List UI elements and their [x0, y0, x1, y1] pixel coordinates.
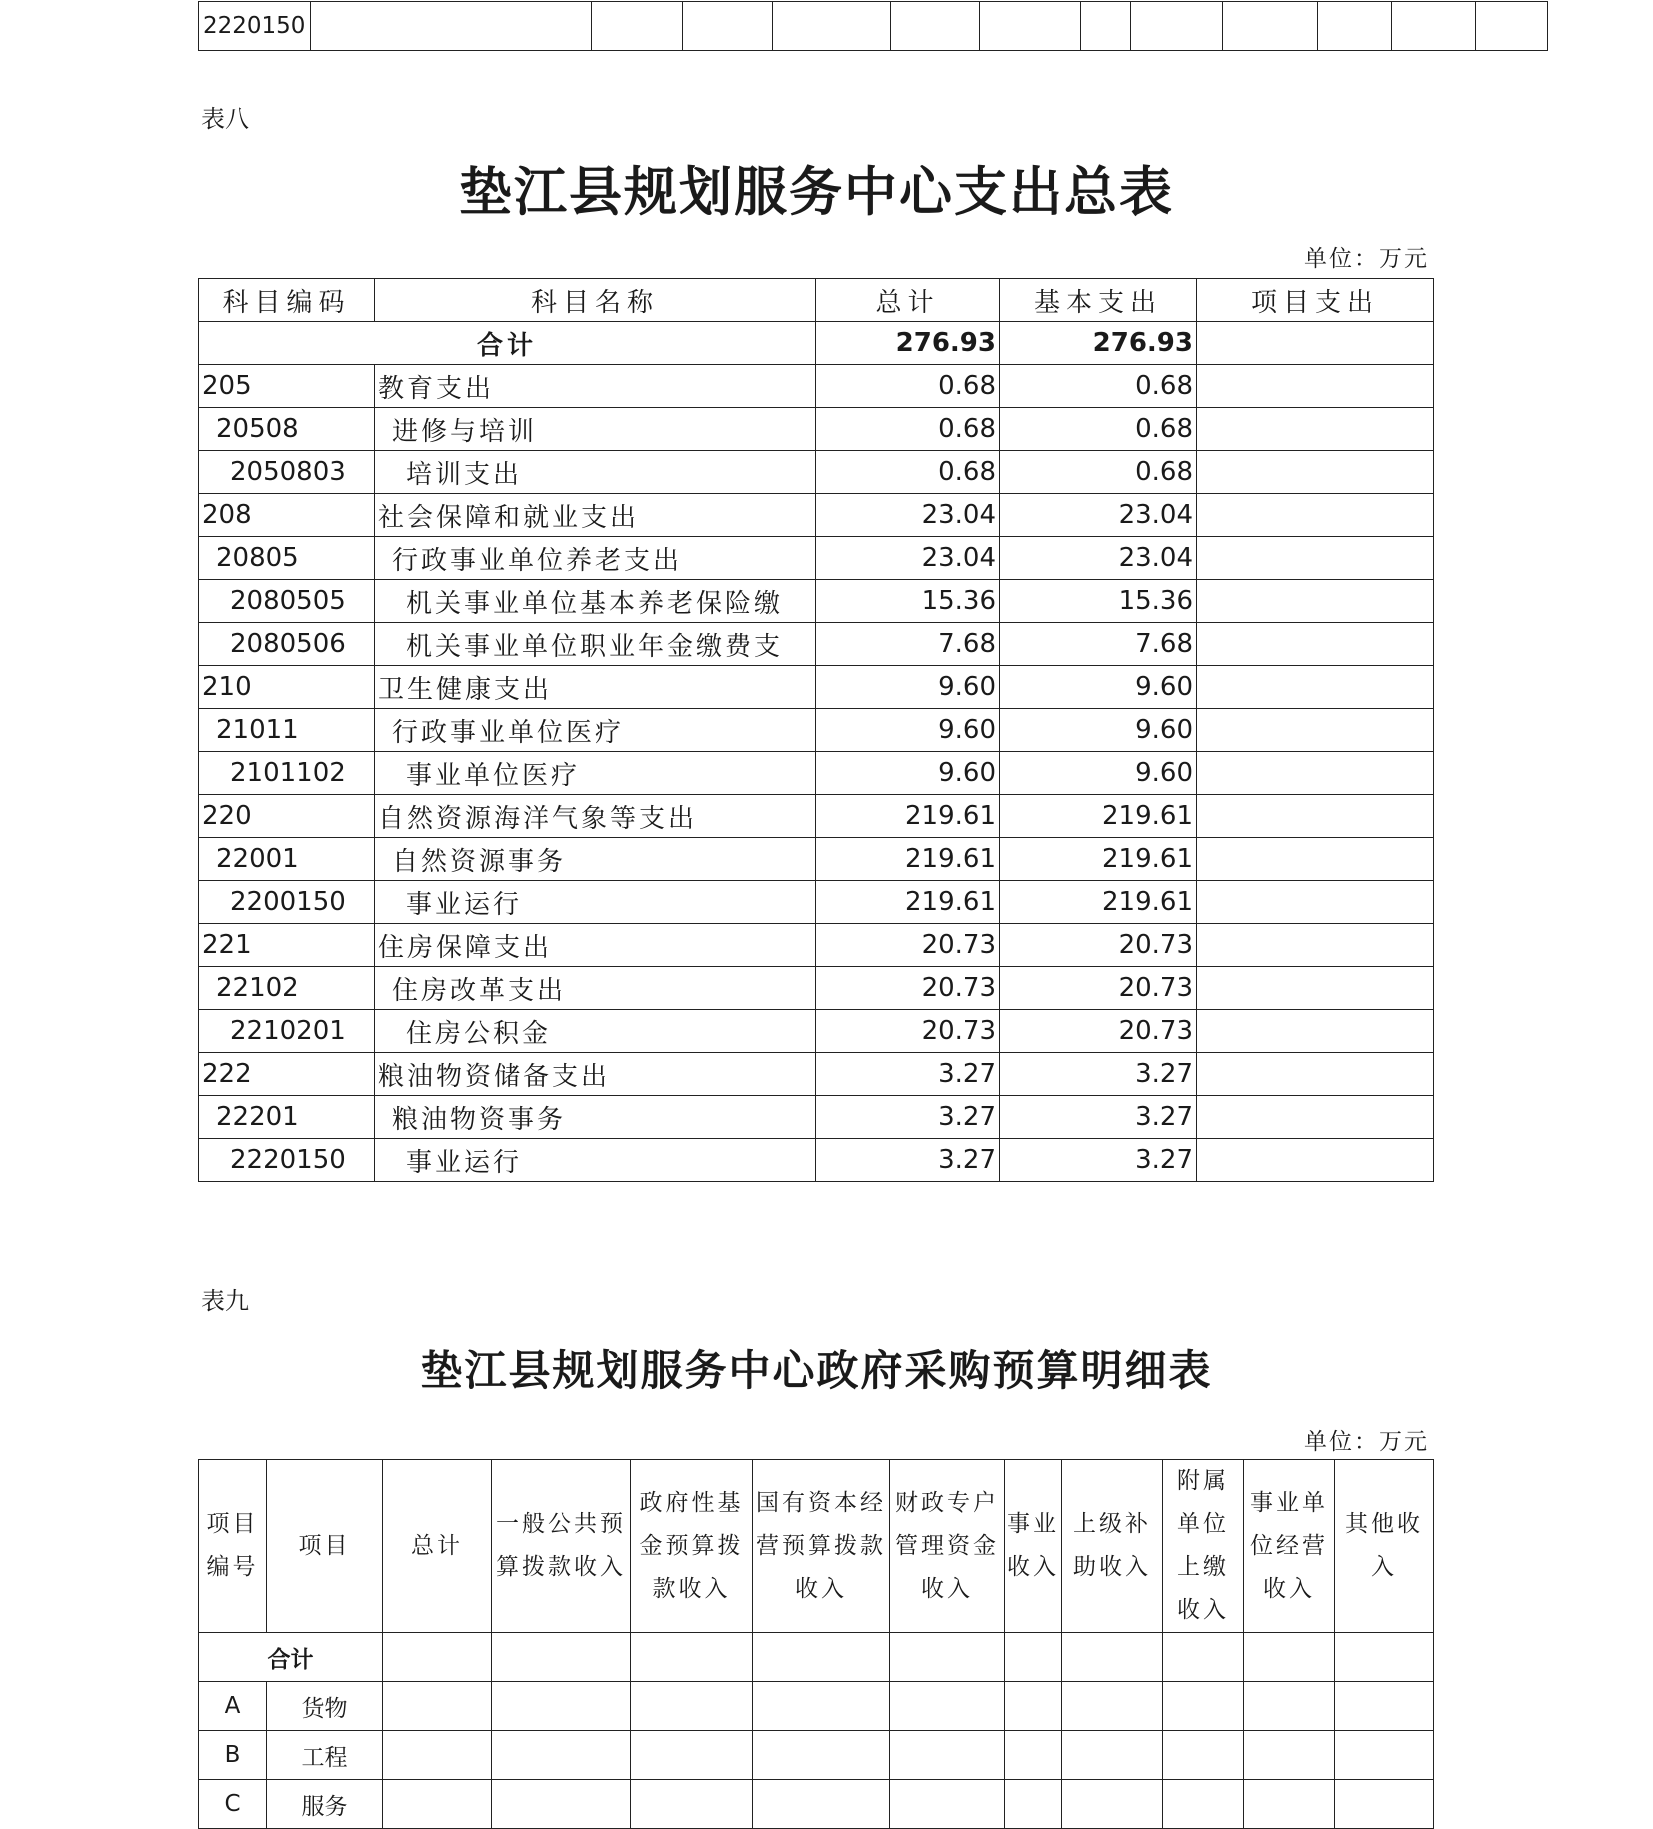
row-code: 2220150	[199, 1139, 375, 1182]
table-row	[199, 1010, 1434, 1053]
row-name: 进修与培训	[375, 408, 816, 451]
row-code: 221	[199, 924, 375, 967]
row-project	[1197, 1053, 1434, 1096]
row-cell	[1062, 1682, 1163, 1731]
row-basic: 0.68	[1000, 408, 1197, 451]
row-name: 粮油物资储备支出	[375, 1053, 816, 1096]
row-project	[1197, 1139, 1434, 1182]
row-project	[1197, 1096, 1434, 1139]
row-code: 2080505	[199, 580, 375, 623]
row-name: 自然资源事务	[375, 838, 816, 881]
row-code: 210	[199, 666, 375, 709]
table9-header-cell: 项目	[267, 1460, 383, 1633]
header-total: 总计	[816, 279, 1000, 322]
row-basic: 219.61	[1000, 881, 1197, 924]
row-code: 2050803	[199, 451, 375, 494]
row-basic: 219.61	[1000, 838, 1197, 881]
row-code: 20805	[199, 537, 375, 580]
table9-header-cell: 上级补助收入	[1062, 1460, 1163, 1633]
table-row	[199, 1780, 1434, 1829]
header-basic: 基本支出	[1000, 279, 1197, 322]
table-row	[199, 1053, 1434, 1096]
row-cell	[492, 1682, 631, 1731]
row-project	[1197, 408, 1434, 451]
table-row	[199, 795, 1434, 838]
table9-title: 垫江县规划服务中心政府采购预算明细表	[420, 1346, 1213, 1395]
row-cell	[753, 1682, 890, 1731]
row-total: 3.27	[816, 1096, 1000, 1139]
row-code: 2200150	[199, 881, 375, 924]
row-cell	[492, 1780, 631, 1829]
row-project	[1197, 838, 1434, 881]
row-name: 住房公积金	[375, 1010, 816, 1053]
row-total: 9.60	[816, 666, 1000, 709]
table8-title: 垫江县规划服务中心支出总表	[459, 161, 1174, 223]
row-cell	[383, 1780, 492, 1829]
previous-table-code: 2220150	[199, 2, 311, 51]
table9-total-label: 合计	[199, 1633, 383, 1682]
row-basic: 3.27	[1000, 1139, 1197, 1182]
previous-table-fragment	[198, 1, 1548, 51]
row-project	[1197, 494, 1434, 537]
table-row	[199, 666, 1434, 709]
expenditure-summary-table	[198, 278, 1434, 1182]
row-project	[1197, 623, 1434, 666]
row-basic: 20.73	[1000, 924, 1197, 967]
table-row	[199, 1139, 1434, 1182]
row-name: 卫生健康支出	[375, 666, 816, 709]
table9-header-cell: 其他收入	[1335, 1460, 1434, 1633]
row-code: 21011	[199, 709, 375, 752]
row-cell	[1005, 1731, 1062, 1780]
row-project	[1197, 1010, 1434, 1053]
table-row	[199, 1682, 1434, 1731]
row-name: 服务	[267, 1780, 383, 1829]
row-basic: 9.60	[1000, 752, 1197, 795]
table-row	[199, 709, 1434, 752]
row-total: 3.27	[816, 1053, 1000, 1096]
table-row	[199, 924, 1434, 967]
table9-total-row	[199, 1633, 1434, 1682]
table-row	[199, 838, 1434, 881]
row-cell	[1163, 1731, 1244, 1780]
row-name: 机关事业单位职业年金缴费支	[375, 623, 816, 666]
table8-unit: 单位：万元	[1304, 246, 1429, 272]
table8-total-row	[199, 322, 1434, 365]
row-cell	[1335, 1682, 1434, 1731]
row-name: 培训支出	[375, 451, 816, 494]
row-project	[1197, 451, 1434, 494]
row-project	[1197, 967, 1434, 1010]
row-total: 7.68	[816, 623, 1000, 666]
row-project	[1197, 537, 1434, 580]
row-cell	[1335, 1780, 1434, 1829]
row-basic: 20.73	[1000, 967, 1197, 1010]
row-code: 220	[199, 795, 375, 838]
row-project	[1197, 709, 1434, 752]
row-code: 208	[199, 494, 375, 537]
row-code: 20508	[199, 408, 375, 451]
table-row	[199, 408, 1434, 451]
row-code: B	[199, 1731, 267, 1780]
row-total: 15.36	[816, 580, 1000, 623]
row-cell	[1005, 1780, 1062, 1829]
row-total: 23.04	[816, 494, 1000, 537]
row-code: 22201	[199, 1096, 375, 1139]
row-total: 0.68	[816, 451, 1000, 494]
table9-header-row	[199, 1460, 1434, 1633]
row-project	[1197, 365, 1434, 408]
table9-unit: 单位：万元	[1304, 1429, 1429, 1455]
table9-header-cell: 一般公共预算拨款收入	[492, 1460, 631, 1633]
row-cell	[631, 1780, 753, 1829]
row-cell	[1062, 1731, 1163, 1780]
table-row	[199, 494, 1434, 537]
row-cell	[1244, 1682, 1335, 1731]
row-cell	[890, 1780, 1005, 1829]
row-total: 0.68	[816, 408, 1000, 451]
row-cell	[1005, 1682, 1062, 1731]
total-project	[1197, 322, 1434, 365]
total-basic: 276.93	[1000, 322, 1197, 365]
row-total: 23.04	[816, 537, 1000, 580]
row-basic: 15.36	[1000, 580, 1197, 623]
row-code: 2080506	[199, 623, 375, 666]
row-total: 9.60	[816, 752, 1000, 795]
table9-header-cell: 总计	[383, 1460, 492, 1633]
row-basic: 23.04	[1000, 537, 1197, 580]
table9-header-cell: 财政专户管理资金收入	[890, 1460, 1005, 1633]
table-row	[199, 752, 1434, 795]
total-sum: 276.93	[816, 322, 1000, 365]
row-cell	[890, 1731, 1005, 1780]
row-code: 2210201	[199, 1010, 375, 1053]
row-name: 事业运行	[375, 1139, 816, 1182]
row-basic: 23.04	[1000, 494, 1197, 537]
row-cell	[890, 1682, 1005, 1731]
total-label: 合计	[199, 322, 816, 365]
row-code: C	[199, 1780, 267, 1829]
row-cell	[753, 1780, 890, 1829]
row-project	[1197, 795, 1434, 838]
table-row	[199, 365, 1434, 408]
procurement-budget-table	[198, 1459, 1434, 1829]
row-project	[1197, 924, 1434, 967]
row-cell	[631, 1731, 753, 1780]
header-project: 项目支出	[1197, 279, 1434, 322]
row-basic: 20.73	[1000, 1010, 1197, 1053]
row-name: 教育支出	[375, 365, 816, 408]
row-basic: 219.61	[1000, 795, 1197, 838]
row-code: A	[199, 1682, 267, 1731]
row-code: 222	[199, 1053, 375, 1096]
row-project	[1197, 752, 1434, 795]
table9-header-cell: 政府性基金预算拨款收入	[631, 1460, 753, 1633]
table9-tag: 表九	[201, 1287, 249, 1315]
row-code: 22102	[199, 967, 375, 1010]
row-basic: 0.68	[1000, 451, 1197, 494]
row-basic: 7.68	[1000, 623, 1197, 666]
row-project	[1197, 881, 1434, 924]
row-cell	[1163, 1682, 1244, 1731]
row-total: 0.68	[816, 365, 1000, 408]
table9-header-cell: 事业单位经营收入	[1244, 1460, 1335, 1633]
row-basic: 9.60	[1000, 666, 1197, 709]
row-cell	[383, 1682, 492, 1731]
header-name: 科目名称	[375, 279, 816, 322]
row-cell	[383, 1731, 492, 1780]
row-project	[1197, 580, 1434, 623]
row-basic: 3.27	[1000, 1096, 1197, 1139]
table9-header-cell: 附属单位上缴收入	[1163, 1460, 1244, 1633]
row-name: 粮油物资事务	[375, 1096, 816, 1139]
header-code: 科目编码	[199, 279, 375, 322]
table9-header-cell: 事业收入	[1005, 1460, 1062, 1633]
table8-tag: 表八	[201, 105, 249, 133]
row-name: 住房保障支出	[375, 924, 816, 967]
table-row	[199, 967, 1434, 1010]
row-name: 事业运行	[375, 881, 816, 924]
row-cell	[1062, 1780, 1163, 1829]
row-name: 行政事业单位养老支出	[375, 537, 816, 580]
row-basic: 0.68	[1000, 365, 1197, 408]
row-total: 3.27	[816, 1139, 1000, 1182]
row-name: 自然资源海洋气象等支出	[375, 795, 816, 838]
row-basic: 9.60	[1000, 709, 1197, 752]
table-row	[199, 451, 1434, 494]
row-code: 205	[199, 365, 375, 408]
table-row	[199, 623, 1434, 666]
row-name: 住房改革支出	[375, 967, 816, 1010]
row-code: 22001	[199, 838, 375, 881]
row-cell	[1244, 1780, 1335, 1829]
row-total: 219.61	[816, 838, 1000, 881]
row-cell	[631, 1682, 753, 1731]
row-name: 事业单位医疗	[375, 752, 816, 795]
table9-header-cell: 国有资本经营预算拨款收入	[753, 1460, 890, 1633]
row-cell	[492, 1731, 631, 1780]
row-name: 工程	[267, 1731, 383, 1780]
row-total: 219.61	[816, 881, 1000, 924]
table-row	[199, 1731, 1434, 1780]
row-total: 20.73	[816, 1010, 1000, 1053]
row-cell	[1163, 1780, 1244, 1829]
row-project	[1197, 666, 1434, 709]
table-row	[199, 580, 1434, 623]
row-cell	[1244, 1731, 1335, 1780]
previous-table-last-row	[199, 2, 1548, 51]
row-total: 9.60	[816, 709, 1000, 752]
table8-header-row	[199, 279, 1434, 322]
row-total: 20.73	[816, 924, 1000, 967]
row-basic: 3.27	[1000, 1053, 1197, 1096]
table-row	[199, 1096, 1434, 1139]
row-name: 货物	[267, 1682, 383, 1731]
table-row	[199, 537, 1434, 580]
row-name: 机关事业单位基本养老保险缴	[375, 580, 816, 623]
row-cell	[1335, 1731, 1434, 1780]
table-row	[199, 881, 1434, 924]
row-name: 行政事业单位医疗	[375, 709, 816, 752]
row-cell	[753, 1731, 890, 1780]
row-total: 219.61	[816, 795, 1000, 838]
row-code: 2101102	[199, 752, 375, 795]
row-total: 20.73	[816, 967, 1000, 1010]
table9-header-cell: 项目编号	[199, 1460, 267, 1633]
row-name: 社会保障和就业支出	[375, 494, 816, 537]
